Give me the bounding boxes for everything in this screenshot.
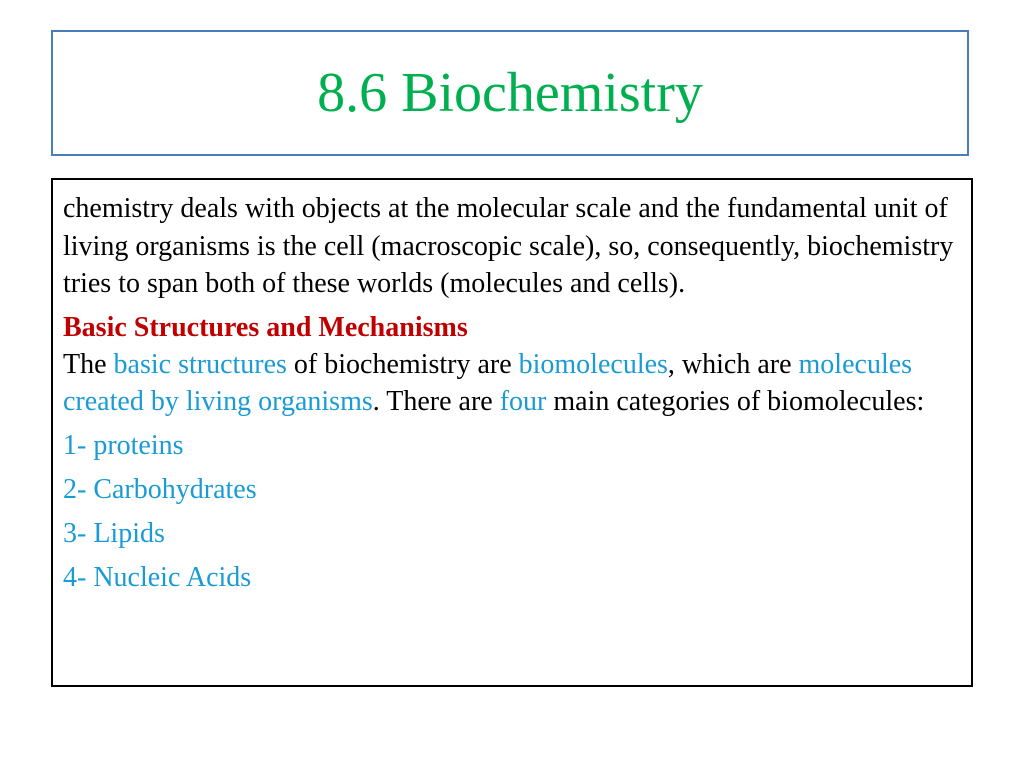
slide-title: 8.6 Biochemistry (317, 62, 703, 124)
content-box (51, 178, 973, 687)
definition-text-5: main categories of biomolecules: (546, 386, 925, 417)
biomolecule-category-list (63, 427, 959, 597)
definition-paragraph (63, 346, 959, 421)
definition-text-3: , which are (667, 348, 799, 380)
definition-text-2: of biochemistry are (286, 348, 519, 380)
list-item-carbohydrates: 2- Carbohydrates (63, 473, 257, 505)
title-box (51, 30, 969, 156)
intro-paragraph: chemistry deals with objects at the molecular scale and the fundamental unit of living organisms is the cell (macroscopic scale), so, consequently, biochemistry tries to span both of these worlds (molecules and cells). (63, 193, 954, 299)
term-molecules-created: molecules created by living organisms (63, 348, 913, 417)
term-four: four (499, 386, 547, 417)
term-biomolecules: biomolecules (518, 348, 668, 380)
term-basic-structures: basic structures (113, 348, 287, 380)
section-heading: Basic Structures and Mechanisms (63, 311, 468, 343)
definition-text-1: The (63, 348, 114, 380)
list-item-proteins: 1- proteins (63, 429, 184, 461)
definition-text-4: . There are (372, 386, 500, 417)
list-item-nucleic-acids: 4- Nucleic Acids (63, 561, 252, 593)
list-item-lipids: 3- Lipids (63, 517, 165, 549)
